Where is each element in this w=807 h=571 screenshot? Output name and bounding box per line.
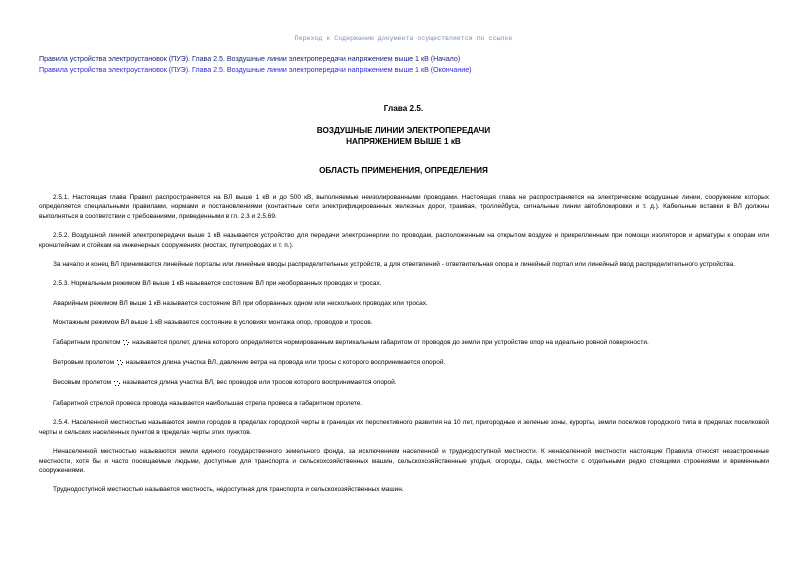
chapter-title-line-2: НАПРЯЖЕНИЕМ ВЫШЕ 1 кВ <box>346 137 461 146</box>
paragraph-hard-to-reach-area: Труднодоступной местностью называется местность, недоступная для транспорта и сельскохозяйственных машин. <box>53 486 404 494</box>
link-chapter-end[interactable]: Правила устройства электроустановок (ПУЭ). Глава 2.5. Воздушные линии электропередачи напряжением выше 1 кВ (Окончание) <box>39 66 472 74</box>
chapter-title-line-1: ВОЗДУШНЫЕ ЛИНИИ ЭЛЕКТРОПЕРЕДАЧИ <box>316 126 491 135</box>
paragraph-emergency-mode: Аварийным режимом ВЛ выше 1 кВ называется состояние ВЛ при оборванных одном или нескольких проводах или тросах. <box>53 299 428 307</box>
paragraph-2-5-2: 2.5.2. Воздушной линией электропередачи выше 1 кВ называется устройство для передачи электроэнергии по проводам, расположенным на открытом воздухе и прикрепленным при помощи изоляторов и арматуры к опорам или кронштейнам и стойкам на инженерных сооружениях (мостах, путепроводах и т. п.). <box>39 232 769 249</box>
paragraph-mounting-mode: Монтажным режимом ВЛ выше 1 кВ называется состояние в условиях монтажа опор, проводов и тросов. <box>53 319 373 327</box>
formula-symbol-icon <box>116 359 124 365</box>
gabarit-span-definition: называется пролет, длина которого определяется нормированным вертикальным габаритом от проводов до земли при устройстве опор на идеально ровной поверхности. <box>132 338 649 346</box>
chapter-title <box>0 125 807 147</box>
content-navigation-note: Переход к Содержанию документа осуществляется по ссылке <box>294 35 513 42</box>
paragraph-wind-span <box>39 358 769 367</box>
gabarit-span-term: Габаритным пролетом <box>53 338 121 346</box>
paragraph-2-5-4: 2.5.4. Населенной местностью называются земли городов в пределах городской черты в границах их перспективного развития на 10 лет, пригородные и зеленые зоны, курорты, земли поселков городского типа в пределах поселковой черты и сельских населенных пунктов в пределах черты этих пунктов. <box>39 419 769 436</box>
paragraph-gabarit-sag: Габаритной стрелой провеса провода называется наибольшая стрела провеса в габаритном пролете. <box>53 399 363 407</box>
document-links <box>39 54 472 76</box>
wind-span-term: Ветровым пролетом <box>53 359 115 367</box>
link-chapter-begin[interactable]: Правила устройства электроустановок (ПУЭ). Глава 2.5. Воздушные линии электропередачи напряжением выше 1 кВ (Начало) <box>39 55 461 63</box>
paragraph-line-boundaries: За начало и конец ВЛ принимаются линейные порталы или линейные вводы распределительных устройств, а для ответвлений - ответвительная опора и линейный портал или линейный ввод распределительного устройства. <box>53 261 735 269</box>
wind-span-definition: называется длина участка ВЛ, давление ветра на провода или тросы с которого воспринимается опорой. <box>125 359 446 367</box>
document-body <box>39 193 769 495</box>
chapter-number: Глава 2.5. <box>383 104 424 113</box>
formula-symbol-icon <box>122 339 130 345</box>
weight-span-term: Весовым пролетом <box>53 379 112 387</box>
section-title: ОБЛАСТЬ ПРИМЕНЕНИЯ, ОПРЕДЕЛЕНИЯ <box>319 166 488 175</box>
paragraph-unpopulated-area: Ненаселенной местностью называются земли единого государственного земельного фонда, за исключением населенной и труднодоступной местности. К ненаселенной местности настоящие Правила относят незастроенные местности, хотя бы и часто посещаемые людьми, доступные для транспорта и сельскохозяйственных машин, сельскохозяйственные угодья, огороды, сады, местности с отдельными редко стоящими строениями и временными сооружениями. <box>39 448 769 474</box>
paragraph-2-5-3: 2.5.3. Нормальным режимом ВЛ выше 1 кВ называется состояние ВЛ при необорванных проводах и тросах. <box>53 280 382 288</box>
weight-span-definition: называется длина участка ВЛ, вес проводов или тросов которого воспринимается опорой. <box>122 379 397 387</box>
paragraph-weight-span <box>39 378 769 387</box>
paragraph-gabarit-span <box>39 338 769 347</box>
formula-symbol-icon <box>113 380 121 386</box>
paragraph-2-5-1: 2.5.1. Настоящая глава Правил распространяется на ВЛ выше 1 кВ и до 500 кВ, выполняемые неизолированными проводами. Настоящая глава не распространяется на электрические воздушные линии, сооружение которых определяется специальными правилами, нормами и постановлениями (контактные сети электрифицированных железных дорог, трамвая, троллейбуса, сигнальные линии автоблокировки и т. д.). Кабельные вставки в ВЛ должны выполняться в соответствии с требованиями, приведенными в гл. 2.3 и 2.5.69. <box>39 194 769 220</box>
